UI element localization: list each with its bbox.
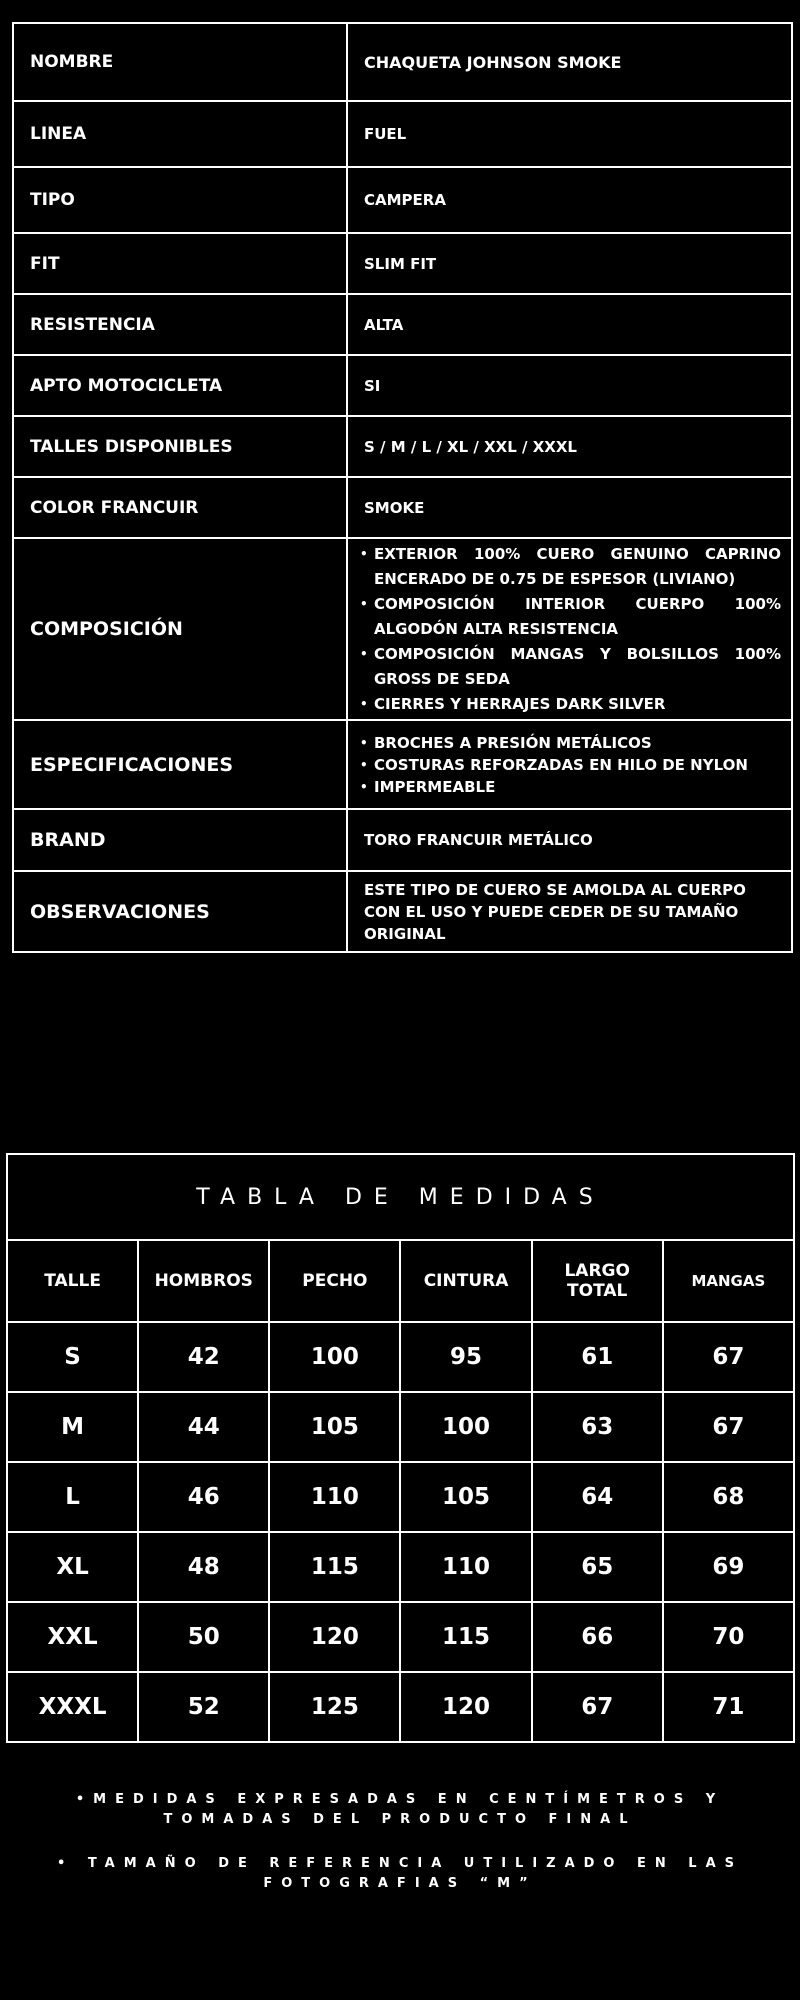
footnote-measurements: •MEDIDAS EXPRESADAS EN CENTÍMETROS Y TOMADAS DEL PRODUCTO FINAL bbox=[75, 1792, 725, 1827]
table-cell: 115 bbox=[269, 1532, 400, 1602]
spec-value: CAMPERA bbox=[347, 167, 792, 233]
table-row bbox=[7, 1322, 794, 1392]
footnotes bbox=[0, 1790, 800, 1918]
list-item: • CIERRES Y HERRAJES DARK SILVER bbox=[374, 692, 781, 717]
spec-label: FIT bbox=[13, 233, 347, 294]
size-chart-header-row bbox=[7, 1240, 794, 1322]
table-cell: M bbox=[7, 1392, 138, 1462]
table-cell: 105 bbox=[269, 1392, 400, 1462]
list-item: • COMPOSICIÓN MANGAS Y BOLSILLOS 100% GROSS DE SEDA bbox=[374, 642, 781, 692]
table-cell: 67 bbox=[663, 1322, 794, 1392]
list-item: • COMPOSICIÓN INTERIOR CUERPO 100% ALGODÓN ALTA RESISTENCIA bbox=[374, 592, 781, 642]
spec-label: LINEA bbox=[13, 101, 347, 167]
list-item: • COSTURAS REFORZADAS EN HILO DE NYLON bbox=[374, 754, 775, 776]
table-cell: 95 bbox=[400, 1322, 531, 1392]
spec-label: BRAND bbox=[13, 809, 347, 871]
table-cell: 68 bbox=[663, 1462, 794, 1532]
size-chart-title-row bbox=[7, 1154, 794, 1240]
table-cell: 100 bbox=[400, 1392, 531, 1462]
table-row bbox=[7, 1602, 794, 1672]
table-cell: 44 bbox=[138, 1392, 269, 1462]
spec-label: COLOR FRANCUIR bbox=[13, 477, 347, 538]
table-cell: XL bbox=[7, 1532, 138, 1602]
table-row bbox=[7, 1672, 794, 1742]
table-cell: 46 bbox=[138, 1462, 269, 1532]
table-cell: 63 bbox=[532, 1392, 663, 1462]
table-cell: L bbox=[7, 1462, 138, 1532]
table-cell: 42 bbox=[138, 1322, 269, 1392]
spec-value: ESTE TIPO DE CUERO SE AMOLDA AL CUERPO CON EL USO Y PUEDE CEDER DE SU TAMAÑO ORIGINAL bbox=[347, 871, 792, 952]
table-cell: 67 bbox=[663, 1392, 794, 1462]
spec-label: NOMBRE bbox=[13, 23, 347, 101]
spec-value: SLIM FIT bbox=[347, 233, 792, 294]
spec-row-color bbox=[13, 477, 792, 538]
list-item: • EXTERIOR 100% CUERO GENUINO CAPRINO ENCERADO DE 0.75 DE ESPESOR (LIVIANO) bbox=[374, 542, 781, 592]
spec-row-nombre bbox=[13, 23, 792, 101]
spec-row-resistencia bbox=[13, 294, 792, 355]
list-item: • IMPERMEABLE bbox=[374, 776, 775, 798]
spec-row-composicion bbox=[13, 538, 792, 720]
table-cell: XXL bbox=[7, 1602, 138, 1672]
spec-value: S / M / L / XL / XXL / XXXL bbox=[347, 416, 792, 477]
table-cell: 120 bbox=[269, 1602, 400, 1672]
table-cell: 48 bbox=[138, 1532, 269, 1602]
table-cell: 70 bbox=[663, 1602, 794, 1672]
table-cell: 66 bbox=[532, 1602, 663, 1672]
footnote-reference-size: • TAMAÑO DE REFERENCIA UTILIZADO EN LAS FOTOGRAFIAS “M” bbox=[56, 1856, 744, 1891]
table-cell: 105 bbox=[400, 1462, 531, 1532]
spec-row-talles bbox=[13, 416, 792, 477]
table-row bbox=[7, 1392, 794, 1462]
table-cell: 52 bbox=[138, 1672, 269, 1742]
table-row bbox=[7, 1462, 794, 1532]
spec-value-list bbox=[347, 720, 792, 809]
spec-label: APTO MOTOCICLETA bbox=[13, 355, 347, 416]
spec-value-list bbox=[347, 538, 792, 720]
column-header: TALLE bbox=[7, 1240, 138, 1322]
spec-value: SI bbox=[347, 355, 792, 416]
column-header: CINTURA bbox=[400, 1240, 531, 1322]
size-chart-table bbox=[6, 1153, 795, 1743]
spec-value: CHAQUETA JOHNSON SMOKE bbox=[347, 23, 792, 101]
column-header: LARGO TOTAL bbox=[532, 1240, 663, 1322]
spec-label: ESPECIFICACIONES bbox=[13, 720, 347, 809]
spec-row-linea bbox=[13, 101, 792, 167]
product-spec-table bbox=[12, 22, 793, 953]
spec-label: TIPO bbox=[13, 167, 347, 233]
composicion-list bbox=[356, 542, 781, 717]
table-cell: 110 bbox=[400, 1532, 531, 1602]
table-cell: 61 bbox=[532, 1322, 663, 1392]
spec-row-brand bbox=[13, 809, 792, 871]
spec-row-fit bbox=[13, 233, 792, 294]
spec-label: COMPOSICIÓN bbox=[13, 538, 347, 720]
size-chart-title: TABLA DE MEDIDAS bbox=[7, 1154, 794, 1240]
table-cell: 71 bbox=[663, 1672, 794, 1742]
table-cell: XXXL bbox=[7, 1672, 138, 1742]
table-cell: 67 bbox=[532, 1672, 663, 1742]
list-item: • BROCHES A PRESIÓN METÁLICOS bbox=[374, 732, 775, 754]
table-cell: 50 bbox=[138, 1602, 269, 1672]
spec-row-especificaciones bbox=[13, 720, 792, 809]
table-cell: 115 bbox=[400, 1602, 531, 1672]
column-header: HOMBROS bbox=[138, 1240, 269, 1322]
table-cell: 125 bbox=[269, 1672, 400, 1742]
table-cell: 69 bbox=[663, 1532, 794, 1602]
spec-label: RESISTENCIA bbox=[13, 294, 347, 355]
table-cell: 120 bbox=[400, 1672, 531, 1742]
column-header: MANGAS bbox=[663, 1240, 794, 1322]
table-cell: S bbox=[7, 1322, 138, 1392]
spec-value: SMOKE bbox=[347, 477, 792, 538]
spec-value: TORO FRANCUIR METÁLICO bbox=[347, 809, 792, 871]
table-row bbox=[7, 1532, 794, 1602]
table-cell: 65 bbox=[532, 1532, 663, 1602]
spec-label: TALLES DISPONIBLES bbox=[13, 416, 347, 477]
spec-row-apto-motocicleta bbox=[13, 355, 792, 416]
spec-row-tipo bbox=[13, 167, 792, 233]
spec-label: OBSERVACIONES bbox=[13, 871, 347, 952]
column-header: PECHO bbox=[269, 1240, 400, 1322]
table-cell: 100 bbox=[269, 1322, 400, 1392]
spec-value: FUEL bbox=[347, 101, 792, 167]
table-cell: 64 bbox=[532, 1462, 663, 1532]
especificaciones-list bbox=[356, 732, 775, 798]
table-cell: 110 bbox=[269, 1462, 400, 1532]
spec-row-observaciones bbox=[13, 871, 792, 952]
spec-value: ALTA bbox=[347, 294, 792, 355]
